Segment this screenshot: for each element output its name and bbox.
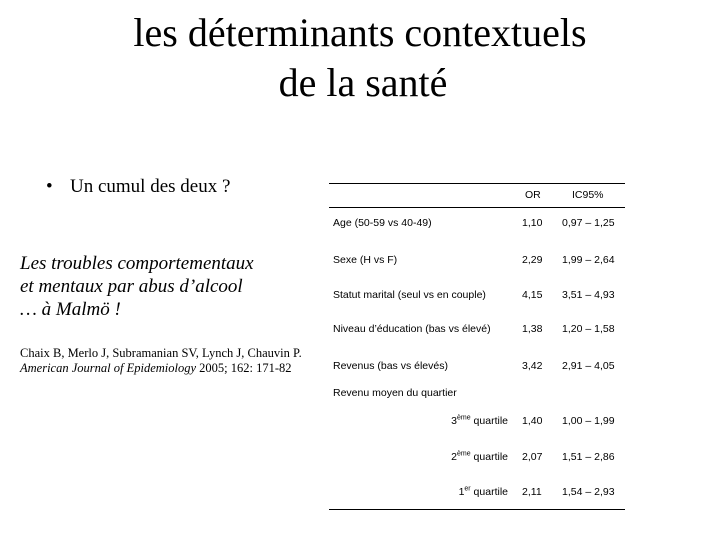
row-ic: 0,97 – 1,25 — [562, 217, 615, 229]
quartile-suffix: ème — [457, 450, 471, 458]
quartile-number: 3 — [451, 415, 458, 427]
row-or: 4,15 — [522, 289, 543, 301]
quartile-word: quartile — [470, 486, 508, 498]
row-or: 2,29 — [522, 254, 543, 266]
reference-citation: 2005; 162: 171-82 — [196, 361, 292, 375]
title-line-2: de la santé — [278, 60, 448, 105]
row-label: Sexe (H vs F) — [333, 254, 398, 266]
quote-line-3: … à Malmö ! — [20, 299, 121, 320]
quartile-or: 2,07 — [522, 451, 543, 463]
row-label: Revenus (bas vs élevés) — [333, 360, 448, 372]
quote-line-1: Les troubles comportementaux — [20, 253, 254, 274]
quartile-suffix: ème — [457, 414, 471, 422]
quartile-ic: 1,51 – 2,86 — [562, 451, 615, 463]
results-table — [329, 183, 625, 513]
quartile-word: quartile — [470, 451, 508, 463]
row-label: Age (50-59 vs 40-49) — [333, 217, 432, 229]
row-or: 1,38 — [522, 323, 543, 335]
header-or: OR — [525, 189, 541, 201]
reference — [20, 346, 320, 376]
row-ic: 2,91 – 4,05 — [562, 360, 615, 372]
row-or: 1,10 — [522, 217, 543, 229]
quartile-suffix: er — [464, 485, 471, 493]
quartile-number: 1 — [458, 486, 465, 498]
title-line-1: les déterminants contextuels — [133, 10, 587, 55]
quote-line-2: et mentaux par abus d’alcool — [20, 276, 243, 297]
quartile-ic: 1,54 – 2,93 — [562, 486, 615, 498]
reference-journal: American Journal of Epidemiology — [20, 361, 197, 375]
table-bottom-rule — [329, 509, 625, 510]
slide-title — [0, 8, 720, 108]
table-top-rule — [329, 183, 625, 184]
section-header: Revenu moyen du quartier — [333, 387, 457, 399]
reference-authors: Chaix B, Merlo J, Subramanian SV, Lynch J, Chauvin P. — [20, 346, 302, 360]
row-or: 3,42 — [522, 360, 543, 372]
bullet-symbol: • — [46, 176, 53, 197]
row-ic: 3,51 – 4,93 — [562, 289, 615, 301]
header-ic95: IC95% — [572, 189, 604, 201]
quote-block — [20, 252, 320, 321]
row-label: Niveau d’éducation (bas vs élevé) — [333, 323, 491, 335]
bullet-point — [46, 176, 230, 198]
table-header-rule — [329, 207, 625, 208]
quartile-label — [451, 415, 508, 427]
row-ic: 1,99 – 2,64 — [562, 254, 615, 266]
quartile-ic: 1,00 – 1,99 — [562, 415, 615, 427]
quartile-label — [451, 451, 508, 463]
row-ic: 1,20 – 1,58 — [562, 323, 615, 335]
bullet-text: Un cumul des deux ? — [70, 176, 231, 197]
quartile-number: 2 — [451, 451, 458, 463]
row-label: Statut marital (seul vs en couple) — [333, 289, 486, 301]
quartile-label — [459, 486, 508, 498]
quartile-word: quartile — [470, 415, 508, 427]
quartile-or: 2,11 — [522, 486, 542, 498]
quartile-or: 1,40 — [522, 415, 543, 427]
